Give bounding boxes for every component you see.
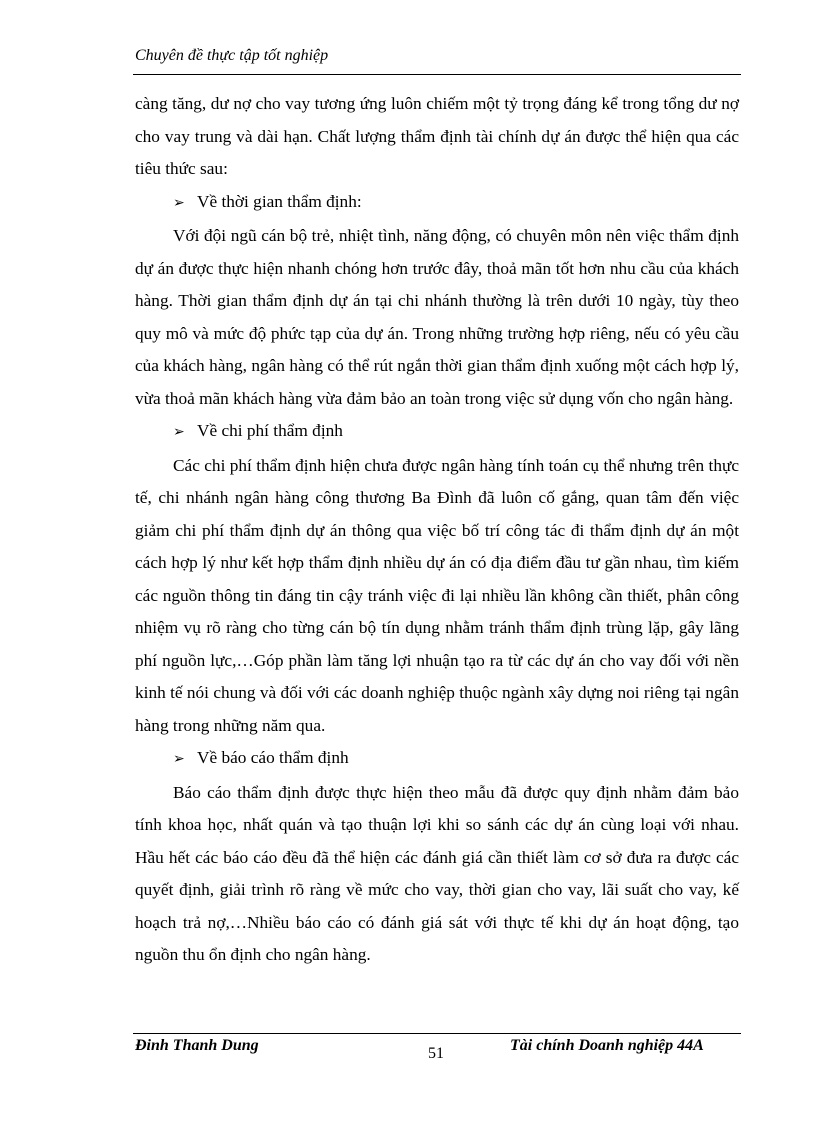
bullet-heading-cost-label: Về chi phí thẩm định	[197, 421, 343, 440]
footer-department: Tài chính Doanh nghiệp 44A	[510, 1037, 704, 1054]
header-divider	[133, 74, 741, 75]
bullet-heading-cost	[135, 415, 739, 450]
paragraph-report: Báo cáo thẩm định được thực hiện theo mẫu đã được quy định nhằm đảm bảo tính khoa học, nhất quán và tạo thuận lợi khi so sánh các dự án cùng loại với nhau. Hầu hết các báo cáo đều đã thể hiện các đánh giá cần thiết làm cơ sở đưa ra được các quyết định, giải trình rõ ràng về mức cho vay, thời gian cho vay, lãi suất cho vay, kế hoạch trả nợ,…Nhiều báo cáo có đánh giá sát với thực tế khi dự án hoạt động, tạo nguồn thu ổn định cho ngân hàng.	[135, 782, 739, 964]
paragraph-cost: Các chi phí thẩm định hiện chưa được ngân hàng tính toán cụ thể nhưng trên thực tế, chi nhánh ngân hàng công thương Ba Đình đã luôn cố gắng, quan tâm đến việc giảm chi phí thẩm định dự án thông qua việc bố trí công tác đi thẩm định dự án một cách hợp lý như kết hợp thẩm định nhiều dự án có địa điểm đầu tư gần nhau, tìm kiếm các nguồn thông tin đáng tin cậy tránh việc đi lại nhiều lần không cần thiết, phân công nhiệm vụ rõ ràng cho từng cán bộ tín dụng nhằm tránh thẩm định trùng lặp, gây lãng phí nguồn lực,…Góp phần làm tăng lợi nhuận tạo ra từ các dự án cho vay đối với nền kinh tế nói chung và đối với các doanh nghiệp thuộc ngành xây dựng noi riêng tại ngân hàng trong những năm qua.	[135, 455, 739, 735]
paragraph-time: Với đội ngũ cán bộ trẻ, nhiệt tình, năng động, có chuyên môn nên việc thẩm định dự án được thực hiện nhanh chóng hơn trước đây, thoả mãn tốt hơn nhu cầu của khách hàng. Thời gian thẩm định dự án tại chi nhánh thường là trên dưới 10 ngày, tùy theo quy mô và mức độ phức tạp của dự án. Trong những trường hợp riêng, nếu có yêu cầu của khách hàng, ngân hàng có thể rút ngắn thời gian thẩm định xuống một cách hợp lý, vừa thoả mãn khách hàng vừa đảm bảo an toàn trong việc sử dụng vốn cho ngân hàng.	[135, 226, 739, 408]
bullet-heading-time	[135, 186, 739, 221]
arrow-bullet-icon: ➢	[173, 752, 185, 767]
arrow-bullet-icon: ➢	[173, 425, 185, 440]
arrow-bullet-icon: ➢	[173, 195, 185, 211]
footer-author: Đinh Thanh Dung	[135, 1037, 259, 1054]
bullet-heading-time-label: Về thời gian thẩm định:	[197, 191, 362, 211]
page-number: 51	[428, 1045, 444, 1062]
document-body	[135, 88, 739, 972]
bullet-heading-report-label: Về báo cáo thẩm định	[197, 748, 349, 767]
page-header-title: Chuyên đề thực tập tốt nghiệp	[135, 47, 329, 64]
bullet-heading-report	[135, 742, 739, 777]
paragraph-intro: càng tăng, dư nợ cho vay tương ứng luôn chiếm một tỷ trọng đáng kể trong tổng dư nợ cho vay trung và dài hạn. Chất lượng thẩm định tài chính dự án được thể hiện qua các tiêu thức sau:	[135, 94, 739, 178]
footer-divider	[133, 1033, 741, 1034]
